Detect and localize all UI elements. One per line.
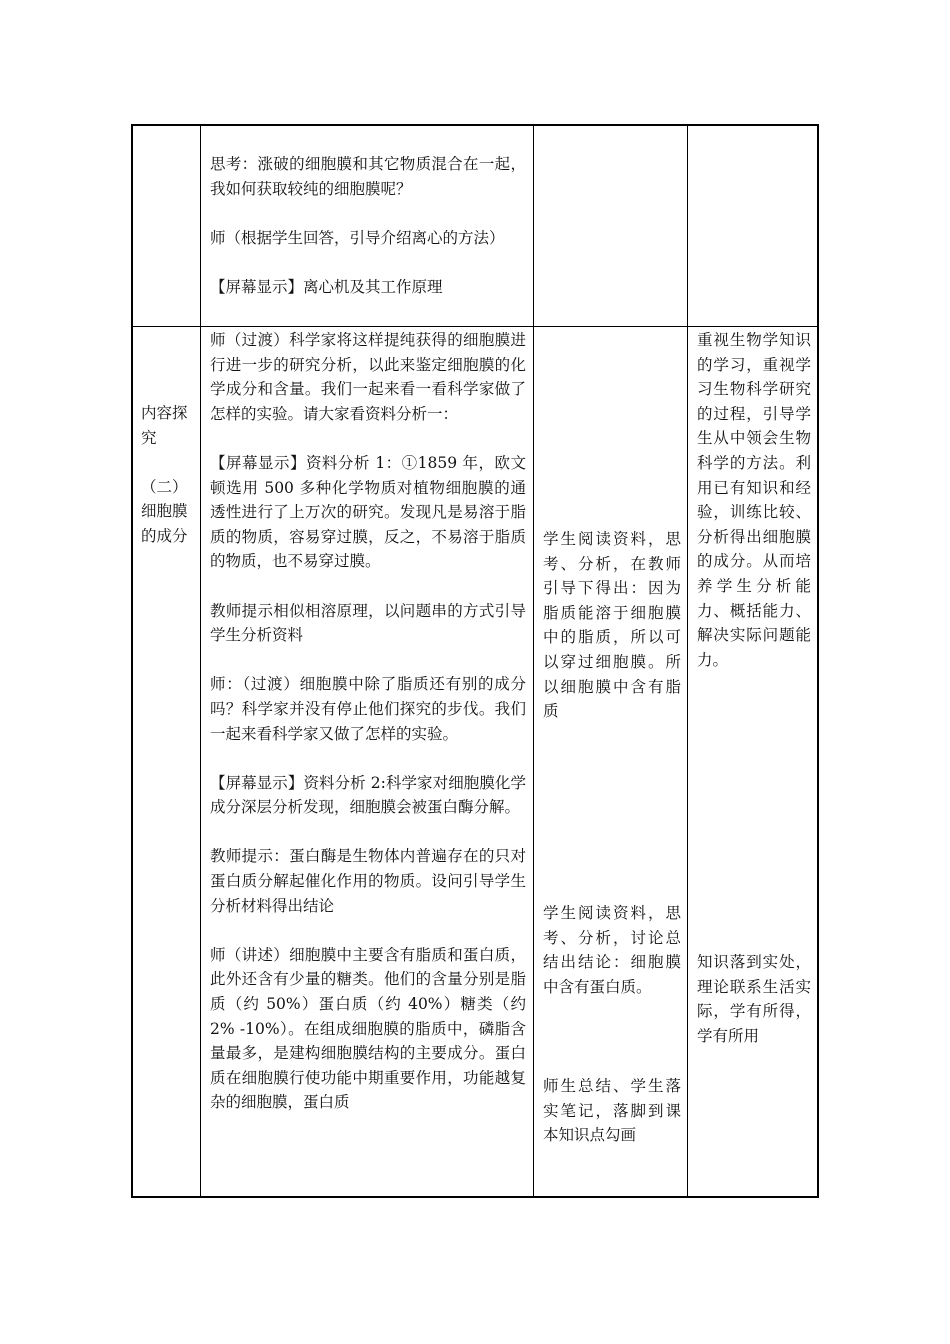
row2-paragraph-2: 【屏幕显示】资料分析 1：①1859 年，欧文顿选用 500 多种化学物质对植物细胞膜的通透性进行了上万次的研究。发现凡是易溶于脂质的物质，容易穿过膜，反之，不易溶于脂质的物质，也不易穿过膜。 (210, 453, 526, 571)
row2-activity-cell (210, 328, 526, 1115)
row1-paragraph-1: 思考：涨破的细胞膜和其它物质混合在一起，我如何获取较纯的细胞膜呢？ (210, 155, 526, 198)
row2-paragraph-1: 师（过渡）科学家将这样提纯获得的细胞膜进行进一步的研究分析，以此来鉴定细胞膜的化学成分和含量。我们一起来看一看科学家做了怎样的实验。请大家看资料分析一： (210, 331, 526, 423)
design-intent-2: 知识落到实处，理论联系生活实际，学有所得，学有所用 (697, 953, 811, 1045)
row1-paragraph-2: 师（根据学生回答，引导介绍离心的方法） (210, 228, 505, 247)
section-subtitle: （二）细胞膜的成分 (141, 477, 188, 545)
student-activity-2: 学生阅读资料，思考、分析，讨论总结出结论：细胞膜中含有蛋白质。 (543, 904, 681, 996)
section-title: 内容探究 (141, 404, 188, 447)
lesson-plan-table (131, 124, 819, 1198)
column-divider-1 (200, 126, 201, 1196)
row2-paragraph-5: 【屏幕显示】资料分析 2:科学家对细胞膜化学成分深层分析发现，细胞膜会被蛋白酶分解。 (210, 773, 526, 817)
row2-paragraph-4: 师：（过渡）细胞膜中除了脂质还有别的成分吗？科学家并没有停止他们探究的步伐。我们一起来看科学家又做了怎样的实验。 (210, 675, 526, 743)
row1-activity-cell (210, 152, 526, 300)
design-intent-1: 重视生物学知识的学习，重视学习生物科学研究的过程，引导学生从中领会生物科学的方法。利用已有知识和经验，训练比较、分析得出细胞膜的成分。从而培养学生分析能力、概括能力、解决实际问题能力。 (697, 331, 811, 669)
row-divider (133, 326, 817, 327)
student-activity-1: 学生阅读资料，思考、分析，在教师引导下得出：因为脂质能溶于细胞膜中的脂质，所以可以穿过细胞膜。所以细胞膜中含有脂质 (543, 530, 681, 721)
row2-paragraph-7: 师（讲述）细胞膜中主要含有脂质和蛋白质，此外还含有少量的糖类。他们的含量分别是脂质（约 50%）蛋白质（约 40%）糖类（约 2% -10%）。在组成细胞膜的脂质中，磷脂含量最多，是建构细胞膜结构的主要成分。蛋白质在细胞膜行使功能中期重要作用，功能越复杂的细胞膜，蛋白质 (210, 945, 526, 1112)
column-divider-3 (687, 126, 688, 1196)
row1-paragraph-3: 【屏幕显示】离心机及其工作原理 (210, 277, 443, 296)
row2-paragraph-3: 教师提示相似相溶原理，以问题串的方式引导学生分析资料 (210, 601, 526, 645)
student-activity-3: 师生总结、学生落实笔记，落脚到课本知识点勾画 (543, 1077, 681, 1145)
column-divider-2 (533, 126, 534, 1196)
row2-paragraph-6: 教师提示：蛋白酶是生物体内普遍存在的只对蛋白质分解起催化作用的物质。设问引导学生分析材料得出结论 (210, 847, 526, 915)
row2-section-cell (141, 401, 189, 549)
